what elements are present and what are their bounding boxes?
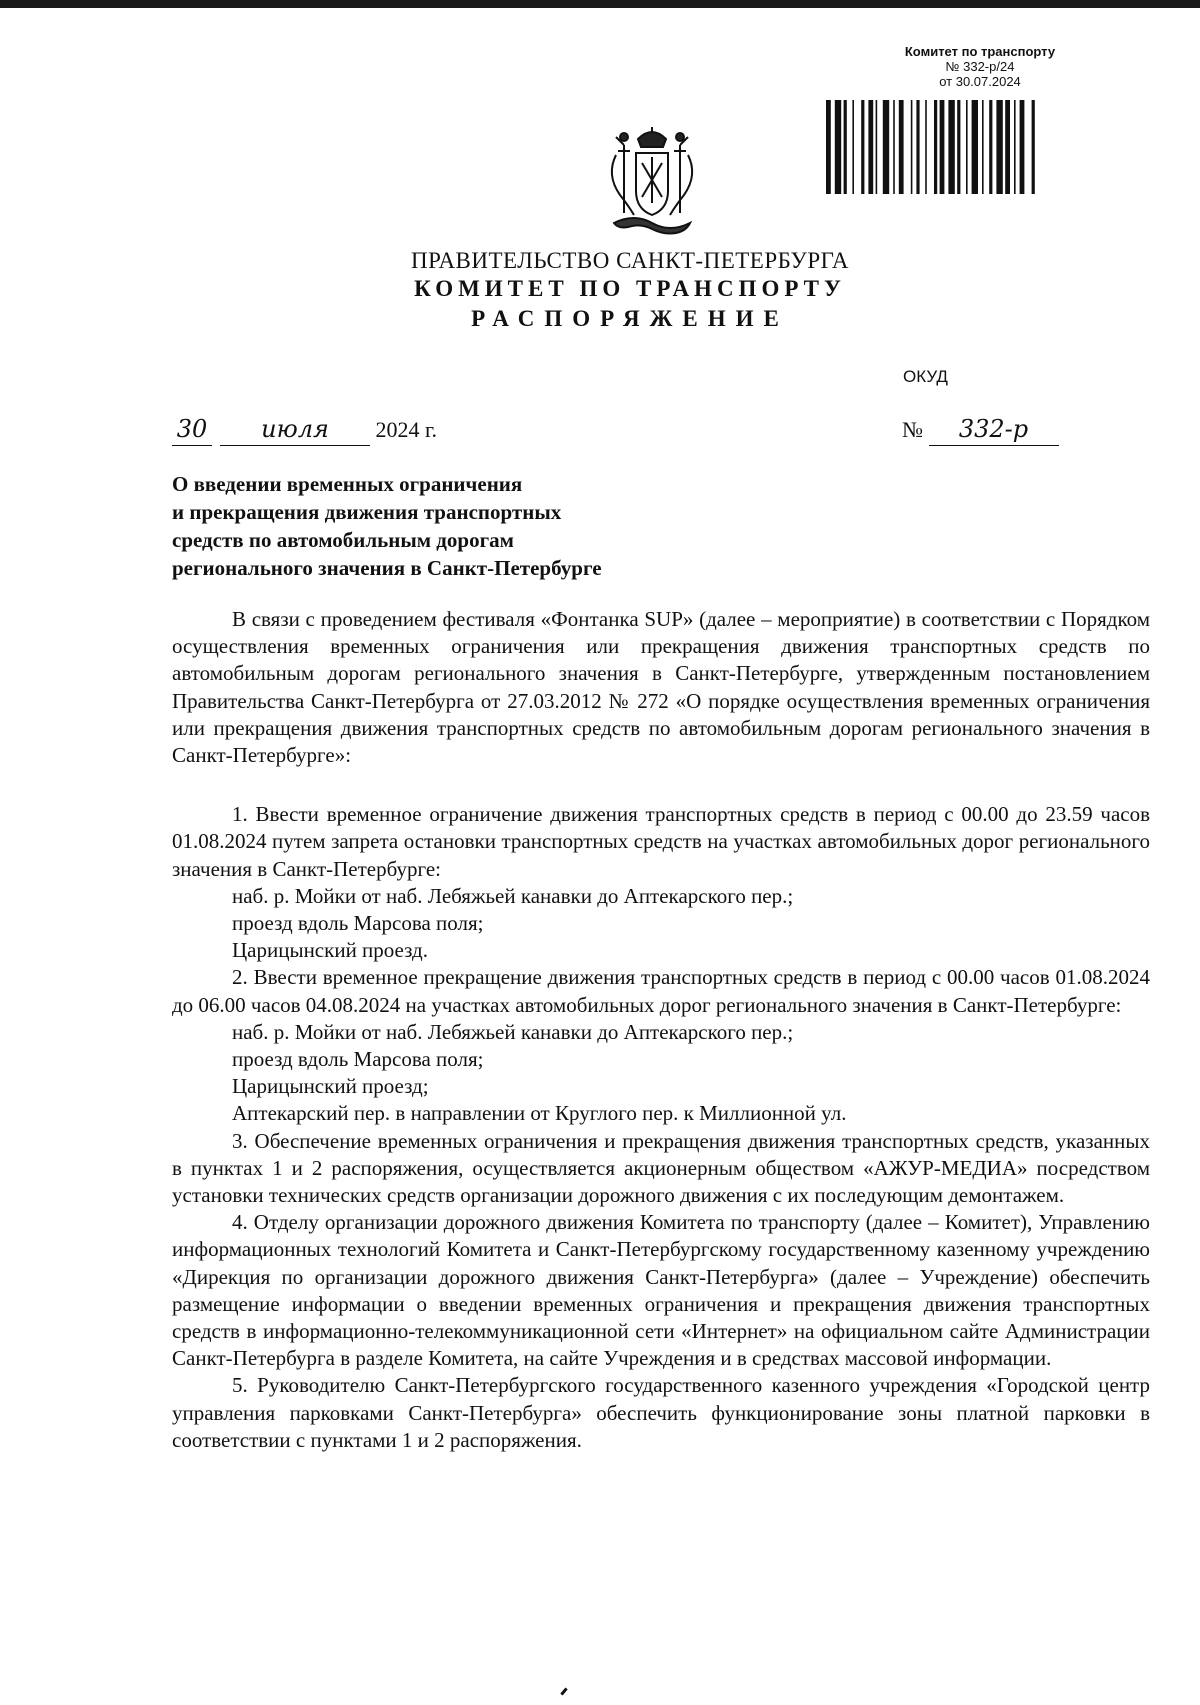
scan-mark (560, 1687, 567, 1695)
subject-line: О введении временных ограничения (172, 472, 523, 496)
document-subject (172, 470, 732, 582)
item-1-road: проезд вдоль Марсова поля; (232, 911, 484, 936)
item-2-road: проезд вдоль Марсова поля; (232, 1047, 484, 1072)
item-5: 5. Руководителю Санкт-Петербургского государственного казенного учреждения «Городской центр управления парковками Санкт-Петербурга» обеспечить функционирование зоны платной парковки в соответствии с пунктами 1 и 2 распоряжения. (172, 1373, 1150, 1452)
stamp-date: от 30.07.2024 (939, 74, 1021, 89)
subject-line: и прекращения движения транспортных (172, 500, 562, 524)
barcode (826, 100, 1138, 194)
committee-title: КОМИТЕТ ПО ТРАНСПОРТУ (414, 276, 846, 301)
item-2-road: Царицынский проезд; (232, 1074, 429, 1099)
date-day: 30 (172, 415, 212, 446)
document-type: РАСПОРЯЖЕНИЕ (471, 306, 789, 331)
stamp-org: Комитет по транспорту (904, 44, 1056, 59)
number-value: 332-р (929, 415, 1059, 446)
item-1: 1. Ввести временное ограничение движения транспортных средств в период с 00.00 до 23.59 часов 01.08.2024 путем запрета остановки транспортных средств на участках автомобильных дорог регионального значения в Санкт-Петербурге: (172, 802, 1150, 881)
document-header (0, 248, 1200, 332)
scan-top-edge (0, 0, 1200, 8)
date-line (172, 415, 437, 446)
stamp-number: № 332-р/24 (945, 59, 1015, 74)
item-2-road: Аптекарский пер. в направлении от Круглого пер. к Миллионной ул. (232, 1101, 847, 1126)
number-line (902, 415, 1059, 446)
number-label: № (902, 417, 923, 442)
coat-of-arms-emblem (600, 125, 705, 240)
item-4: 4. Отделу организации дорожного движения Комитета по транспорту (далее – Комитет), Управлению информационных технологий Комитета и Санкт-Петербургскому государственному казенному учреждению «Дирекция по организации дорожного движения Санкт-Петербурга» (далее – Учреждение) обеспечить размещение информации о введении временных ограничения и прекращения движения транспортных средств в информационно-телекоммуникационной сети «Интернет» на официальном сайте Администрации Санкт-Петербурга в разделе Комитета, на сайте Учреждения и в средствах массовой информации. (172, 1210, 1150, 1371)
subject-line: регионального значения в Санкт-Петербурге (172, 556, 602, 580)
preamble: В связи с проведением фестиваля «Фонтанка SUP» (далее – мероприятие) в соответствии с Порядком осуществления временных ограничения или прекращения движения транспортных средств по автомобильным дорогам регионального значения в Санкт-Петербурге, утвержденным постановлением Правительства Санкт-Петербурга от 27.03.2012 № 272 «О порядке осуществления временных ограничения или прекращения движения транспортных средств по автомобильным дорогам регионального значения в Санкт-Петербурге»: (172, 607, 1150, 768)
subject-line: средств по автомобильным дорогам (172, 528, 514, 552)
date-year: 2024 г. (375, 417, 438, 442)
date-month: июля (220, 415, 370, 446)
registration-stamp (880, 44, 1080, 89)
item-2-road: наб. р. Мойки от наб. Лебяжьей канавки до Аптекарского пер.; (232, 1019, 794, 1044)
item-1-road: Царицынский проезд. (232, 938, 428, 963)
item-3: 3. Обеспечение временных ограничения и прекращения движения транспортных средств, указанных в пунктах 1 и 2 распоряжения, осуществляется акционерным обществом «АЖУР-МЕДИА» посредством установки технических средств организации дорожного движения с их последующим демонтажем. (172, 1128, 1150, 1208)
government-title: ПРАВИТЕЛЬСТВО САНКТ-ПЕТЕРБУРГА (410, 248, 850, 273)
document-body (172, 606, 1150, 1454)
item-2: 2. Ввести временное прекращение движения транспортных средств в период с 00.00 часов 01.08.2024 до 06.00 часов 04.08.2024 на участках автомобильных дорог регионального значения в Санкт-Петербурге: (172, 965, 1150, 1017)
item-1-road: наб. р. Мойки от наб. Лебяжьей канавки до Аптекарского пер.; (232, 883, 794, 908)
okud-label: ОКУД (903, 367, 948, 386)
